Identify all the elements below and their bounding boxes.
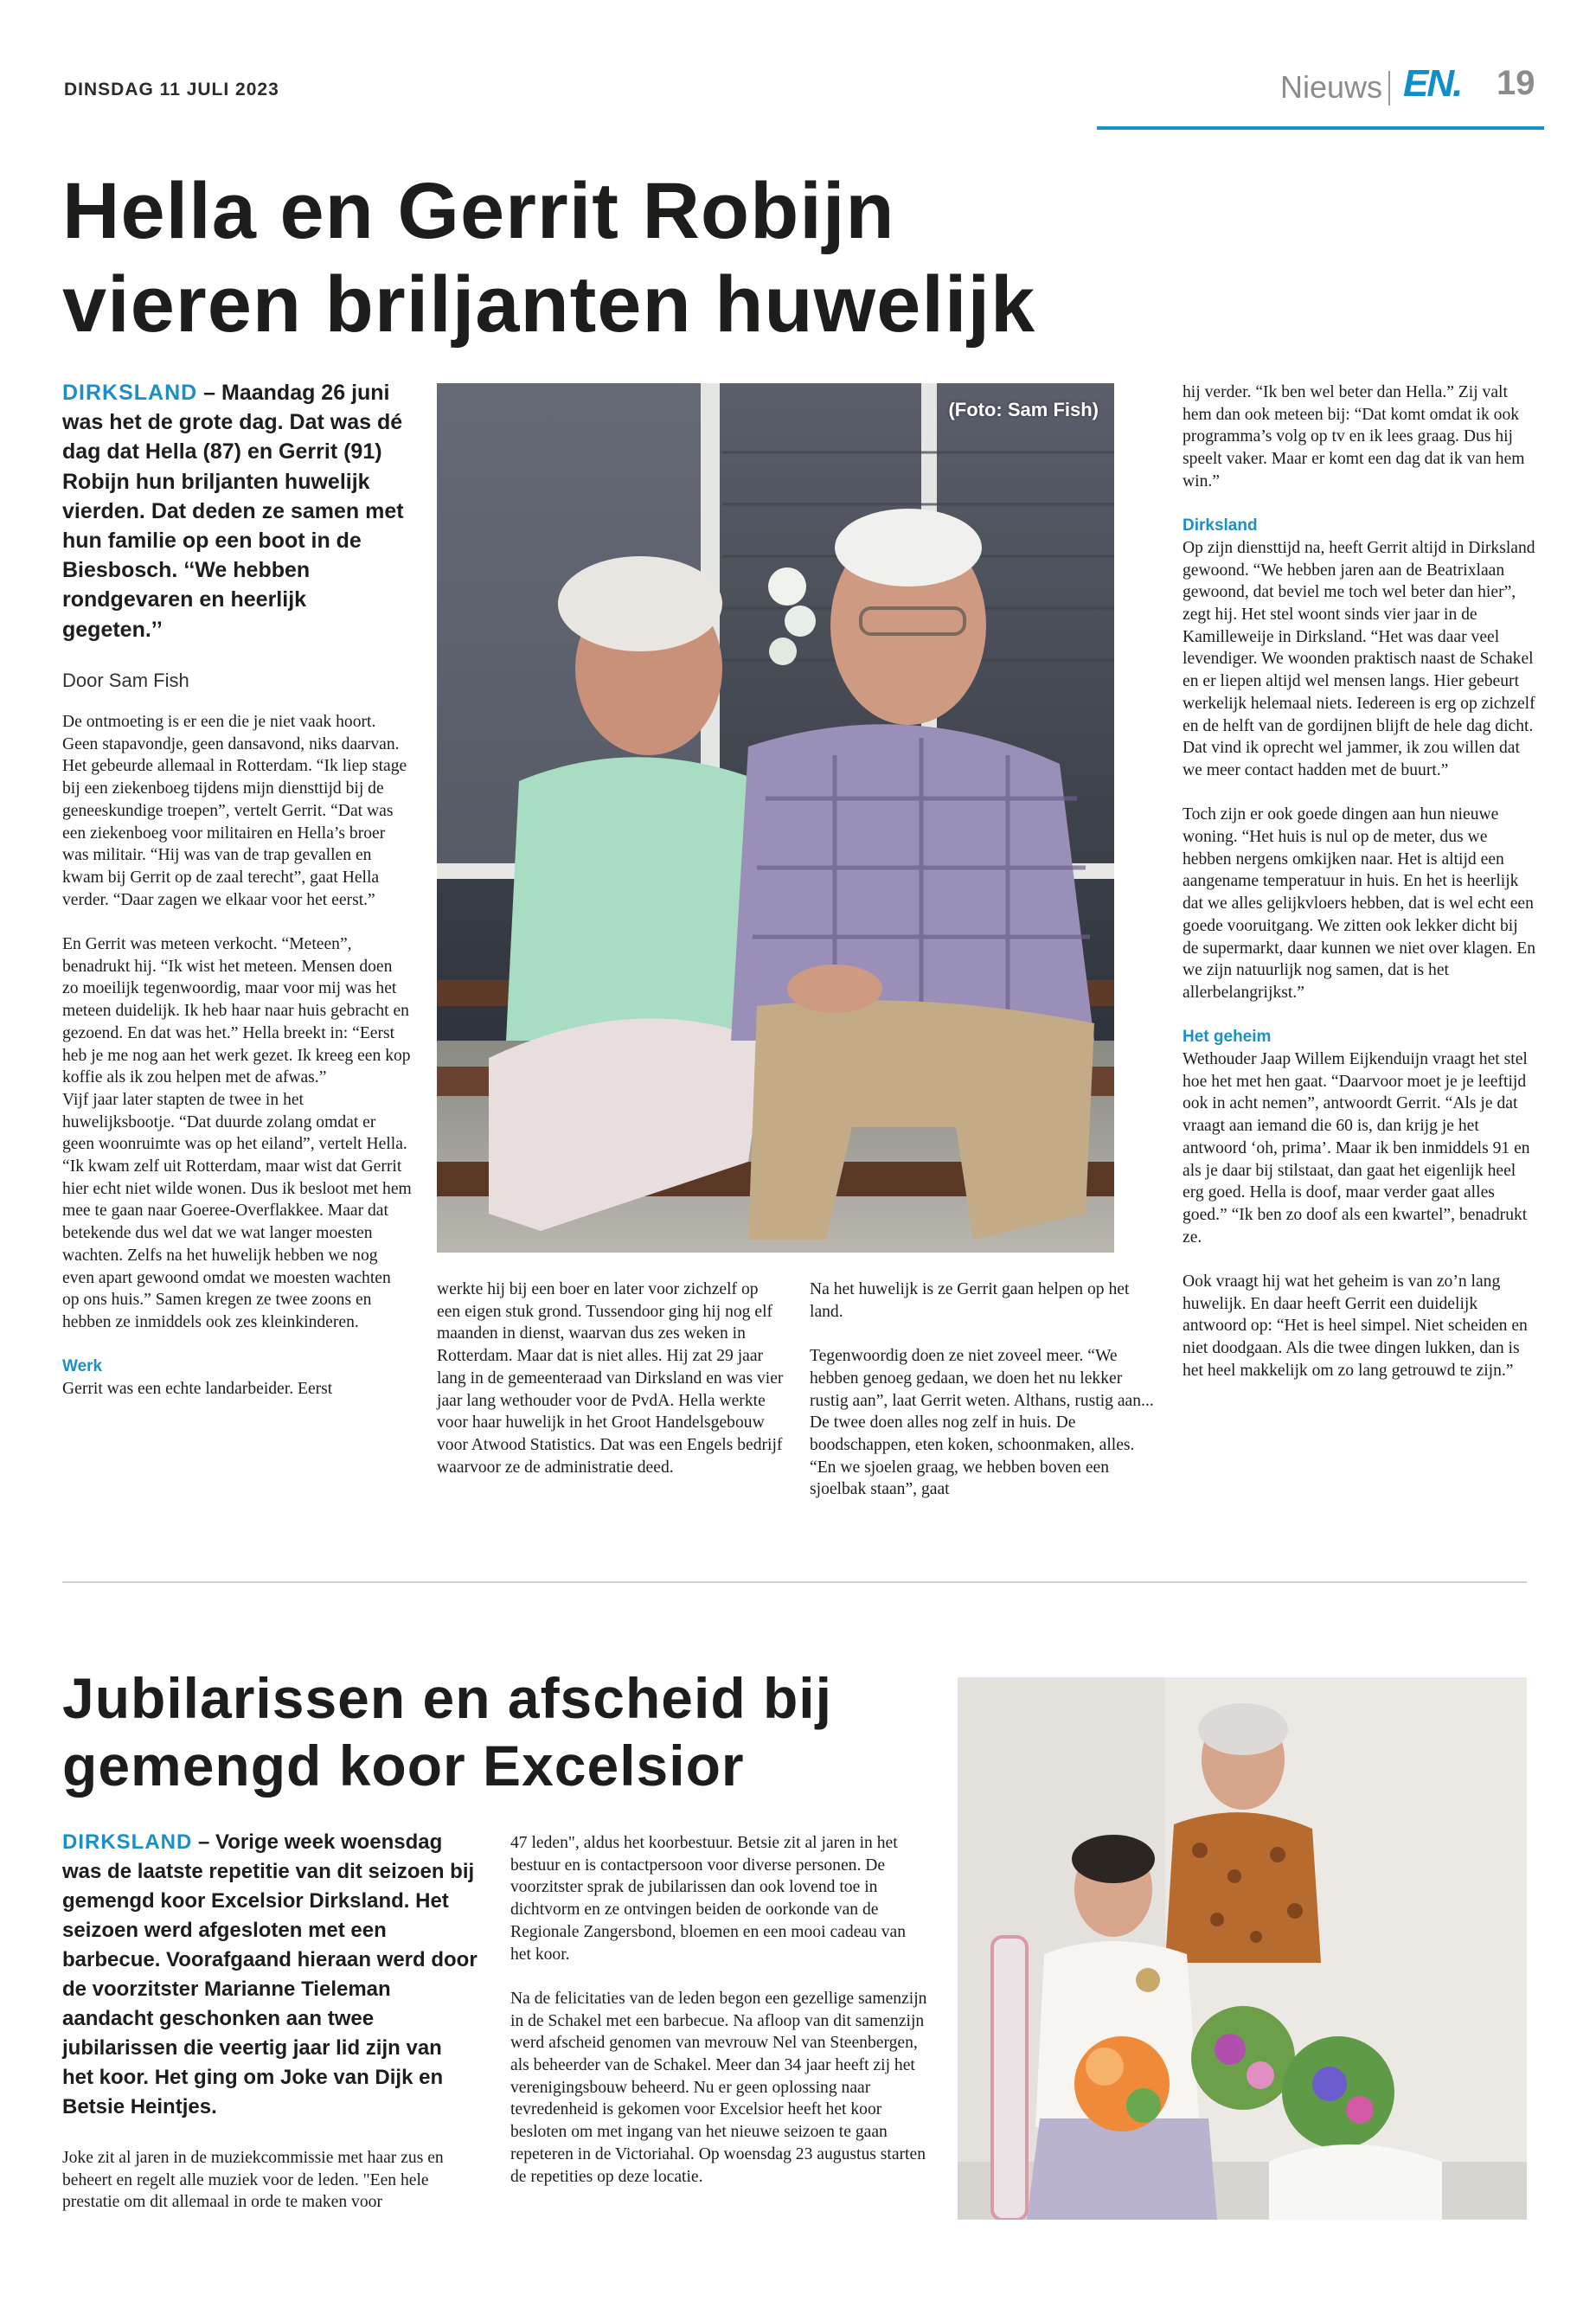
article2-lead-text: – Vorige week woensdag was de laatste repetitie van dit seizoen bij gemengd koor Excelsior Dirksland. Het seizoen werd afgesloten met een barbecue. Voorafgaand hieraan werd door de voorzitster Marianne Tieleman aandacht geschonken aan twee jubilarissen die veertig jaar lid zijn van het koor. Het ging om Joke van Dijk en Betsie Heintjes. xyxy=(62,1830,478,2118)
paragraph: Gerrit was een echte landarbeider. Eerst xyxy=(62,1380,333,1399)
choir-photo-image xyxy=(958,1677,1527,2220)
paragraph: Na de felicitaties van de leden begon een gezellige samenzijn in de Schakel met een barbecue. Na afloop van dit samenzijn werd afscheid genomen van mevrouw Nel van Steenbergen, als beheerder van de Schakel. Meer dan 34 jaar heeft zij het verenigingsbouw beheerd. Nu er geen oplossing naar tevredenheid is gekomen voor Excelsior heeft het koor besloten om met ingang van het nieuwe seizoen te gaan repeteren in de Victoriahal. Op woensdag 23 augustus starten de repetities op deze locatie. xyxy=(510,1989,927,2186)
section-label[interactable]: Nieuws xyxy=(1280,69,1383,105)
header-rule xyxy=(1097,126,1544,130)
paragraph: Joke zit al jaren in de muziekcommissie met haar zus en beheert en regelt alle muziek voor de leden. "Een hele prestatie om dit allemaal in orde te maken voor xyxy=(62,2149,444,2212)
article2-dateline: DIRKSLAND xyxy=(62,1830,193,1854)
paragraph: Op zijn diensttijd na, heeft Gerrit altijd in Dirksland gewoond. “We hebben jaren aan de Beatrixlaan gewoond, dat beviel me toch wel beter dan hier”, zegt hij. Het stel woont sinds vier jaar in de Kamilleweije in Dirksland. “Het was daar veel levendiger. We woonden praktisch naast de Schakel en er liepen altijd wel mensen langs. Hier gebeurt werkelijk helemaal niets. Iedereen is erg op zichzelf en de helft van de gordijnen blijft de hele dag dicht. Dat vind ik oprecht wel jammer, ik zou willen dat we meer contact hadden met de buurt.” xyxy=(1183,538,1535,779)
couple-photo xyxy=(437,383,1114,1253)
article2-column-1 xyxy=(62,2147,479,2214)
paragraph: Tegenwoordig doen ze niet zoveel meer. “We hebben genoeg gedaan, we doen het nu lekker rustig aan”, laat Gerrit weten. Althans, rustig aan... De twee doen alles nog zelf in huis. De boodschappen, eten koken, schoonmaken, alles. “En we sjoelen graag, we hebben boven een sjoelbak staan”, gaat xyxy=(810,1347,1154,1499)
article-divider xyxy=(62,1581,1527,1583)
paragraph: 47 leden", aldus het koorbestuur. Betsie zit al jaren in het bestuur en is contactpersoon voor diverse personen. De voorzitster sprak de jubilarissen dan ook lovend toe in dichtvorm en ze ontvingen beiden de oorkonde van de Regionale Zangersbond, bloemen en een mooi cadeau van het koor. xyxy=(510,1834,907,1964)
paragraph: Toch zijn er ook goede dingen aan hun nieuwe woning. “Het huis is nul op de meter, dus we hebben nergens omkijken naar. Het is altijd een aangename temperatuur in huis. En het is heerlijk dat we alles gelijkvloers hebben, dat is wel echt een goede vooruitgang. We zitten ook lekker dicht bij de supermarkt, daar kunnen we niet over klagen. En we zijn natuurlijk nog samen, dat is het allerbelangrijkst.” xyxy=(1183,805,1536,1002)
article1-column-2 xyxy=(437,1279,785,1478)
photo-credit: (Foto: Sam Fish) xyxy=(948,399,1099,420)
article1-headline: Hella en Gerrit Robijn vieren briljanten huwelijk xyxy=(62,167,1036,349)
paragraph: Vijf jaar later stapten de twee in het huwelijksbootje. “Dat duurde zolang omdat er geen woonruimte was op het eiland”, vertelt Hella. “Ik kwam zelf uit Rotterdam, maar wist dat Gerrit hier echt niet wilde wonen. Dus ik besloot met hem mee te gaan naar Goeree-Overflakkee. Maar dat betekende dus wel dat we wat langer moesten wachten. Zelfs na het huwelijk hebben we nog even apart gewoond omdat we moesten wachten op ons huis.” Samen kregen ze twee zoons en hebben ze inmiddels ook zes kleinkinderen. xyxy=(62,1090,412,1331)
article1-byline: Door Sam Fish xyxy=(62,670,189,691)
subheading-het-geheim: Het geheim xyxy=(1183,1028,1272,1047)
article1-column-3 xyxy=(810,1279,1157,1501)
article1-column-1 xyxy=(62,711,412,1400)
article2-headline: Jubilarissen en afscheid bij gemengd koor Excelsior xyxy=(62,1666,832,1798)
paragraph: Na het huwelijk is ze Gerrit gaan helpen op het land. xyxy=(810,1280,1130,1321)
paragraph: En Gerrit was meteen verkocht. “Meteen”, benadrukt hij. “Ik wist het meteen. Mensen doen zo moeilijk tegenwoordig, maar voor mij was het meteen duidelijk. Ik heb haar naar huis gebracht en gezoend. En dat was het.” Hella breekt in: “Eerst heb je me nog aan het werk gezet. Ik kreeg een kop koffie als ik zou helpen met de afwas.” xyxy=(62,935,411,1087)
newspaper-logo[interactable]: EN. xyxy=(1403,62,1462,105)
issue-date: DINSDAG 11 JULI 2023 xyxy=(64,80,279,99)
subheading-dirksland: Dirksland xyxy=(1183,516,1258,535)
article1-dateline: DIRKSLAND xyxy=(62,381,198,405)
subheading-werk: Werk xyxy=(62,1357,103,1376)
article2-column-2 xyxy=(510,1832,929,2188)
article1-lead xyxy=(62,378,408,644)
paragraph: Wethouder Jaap Willem Eijkenduijn vraagt het stel hoe het met hen gaat. “Daarvoor moet je je leeftijd ook in acht nemen”, antwoordt Gerrit. “Als je dat vraagt aan iemand die 60 is, dan krijg je het antwoord ‘oh, prima’. Maar ik ben inmiddels 91 en als je daar bij stilstaat, dan gaat het eigenlijk heel erg goed. Hella is doof, maar verder gaat alles goed.” “Ik ben zo doof als een kwartel”, benadrukt ze. xyxy=(1183,1050,1530,1247)
paragraph: Ook vraagt hij wat het geheim is van zo’n lang huwelijk. En daar heeft Gerrit een duidelijk antwoord op: “Het is heel simpel. Niet scheiden en niet doodgaan. Als die twee dingen lukken, dan is het heel makkelijk om zo lang getrouwd te zijn.” xyxy=(1183,1272,1528,1380)
paragraph: De ontmoeting is er een die je niet vaak hoort. Geen stapavondje, geen dansavond, niks daarvan. Het gebeurde allemaal in Rotterdam. “Ik liep stage bij een ziekenboeg tijdens mijn diensttijd bij de geneeskundige troepen”, vertelt Gerrit. “Dat was een ziekenboeg voor militairen en Hella’s broer was militair. “Hij was van de trap gevallen en kwam bij Gerrit op de zaal terecht”, gaat Hella verder. “Daar zagen we elkaar voor het eerst.” xyxy=(62,713,407,909)
article2-lead xyxy=(62,1828,478,2122)
paragraph: werkte hij bij een boer en later voor zichzelf op een eigen stuk grond. Tussendoor ging hij nog elf maanden in dienst, waarvan dus zes weken in Rotterdam. Maar dat is niet alles. Hij zat 29 jaar lang in de gemeenteraad van Dirksland en was vier jaar lang wethouder voor de PvdA. Hella werkte voor haar huwelijk in het Groot Handelsgebouw voor Atwood Statistics. Dat was een Engels bedrijf waarvoor ze de administratie deed. xyxy=(437,1280,784,1477)
article1-column-4 xyxy=(1183,381,1537,1382)
choir-jubilarians-photo xyxy=(958,1677,1527,2220)
paragraph: hij verder. “Ik ben wel beter dan Hella.” Zij valt hem dan ook meteen bij: “Dat komt omdat ik ook programma’s volg op tv en ik lees graag. Dus hij speelt vaker. Maar er komt een dag dat ik van hem win.” xyxy=(1183,383,1525,490)
couple-photo-image xyxy=(437,383,1114,1253)
page-number: 19 xyxy=(1497,64,1535,102)
article1-lead-text: – Maandag 26 juni was het de grote dag. Dat was dé dag dat Hella (87) en Gerrit (91) Robijn hun briljanten huwelijk vierden. Dat deden ze samen met hun familie op een boot in de Biesbosch. ‘‘We hebben rondgevaren en heerlijk gegeten.’’ xyxy=(62,381,404,642)
header-separator xyxy=(1388,71,1390,106)
